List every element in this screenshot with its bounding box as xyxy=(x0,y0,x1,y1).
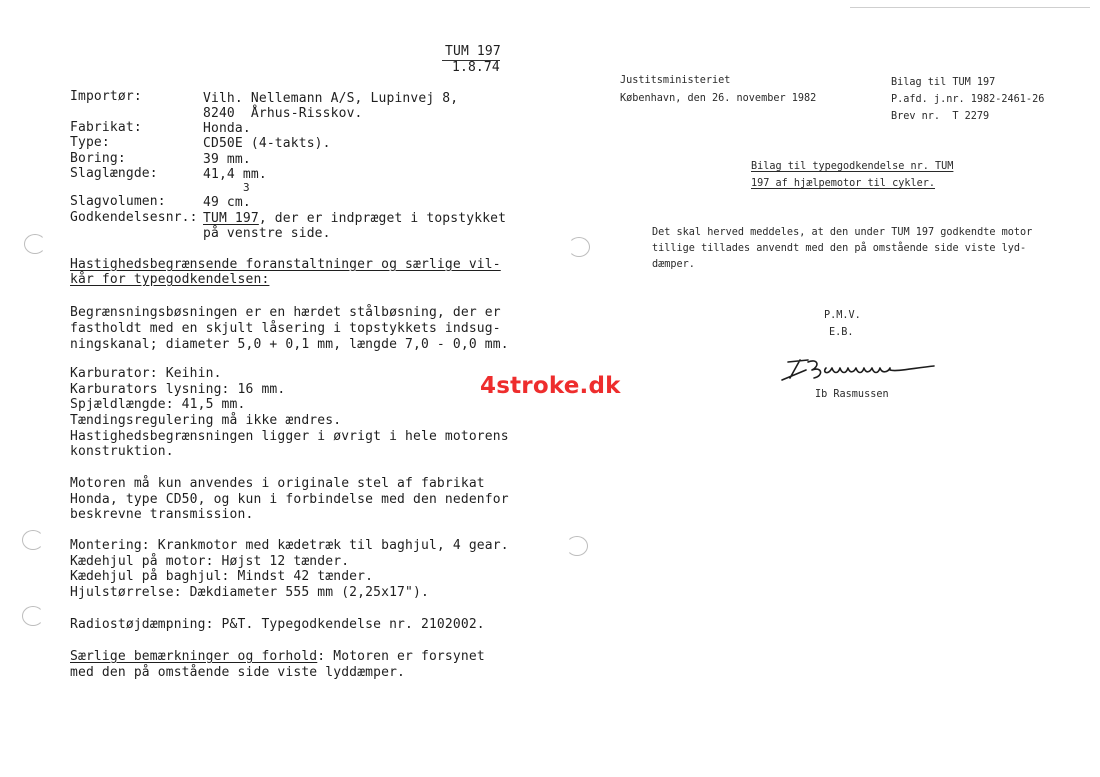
remarks-line-2: med den på omstående side viste lyddæmper. xyxy=(70,665,406,680)
stroke-value: 41,4 mm. xyxy=(203,167,267,182)
letter-number: Brev nr. T 2279 xyxy=(891,111,990,122)
remarks-heading: Særlige bemærkninger og forhold xyxy=(70,649,318,664)
annex-reference: Bilag til TUM 197 xyxy=(891,77,996,88)
watermark: 4stroke.dk xyxy=(480,373,621,399)
eb-text: E.B. xyxy=(829,327,854,338)
make-value: Honda. xyxy=(203,121,251,136)
place-date: København, den 26. november 1982 xyxy=(620,93,817,104)
body-line: tillige tillades anvendt med den på omstående side viste lyd- xyxy=(652,243,1027,254)
section-heading-line-1: Hastighedsbegrænsende foranstaltninger og særlige vil- xyxy=(70,257,501,272)
importer-label: Importør: xyxy=(70,89,142,104)
bore-label: Boring: xyxy=(70,151,126,166)
type-value: CD50E (4-takts). xyxy=(203,136,331,151)
motor-use-line: beskrevne transmission. xyxy=(70,507,254,522)
reference-date: 1.8.74 xyxy=(452,60,500,75)
annex-title-line-2: 197 af hjælpemotor til cykler. xyxy=(751,178,936,189)
mounting-line: Hjulstørrelse: Dækdiameter 555 mm (2,25x17"). xyxy=(70,585,429,600)
punch-hole xyxy=(22,606,44,626)
punch-hole xyxy=(24,234,46,254)
paragraph-line: fastholdt med en skjult låsering i topstykkets indsug- xyxy=(70,321,501,336)
paragraph-line: ningskanal; diameter 5,0 + 0,1 mm, længde 7,0 - 0,0 mm. xyxy=(70,337,509,352)
punch-hole xyxy=(22,530,44,550)
remarks-text: : Motoren er forsynet xyxy=(317,649,485,664)
handwritten-signature xyxy=(778,354,938,384)
importer-line-1: Vilh. Nellemann A/S, Lupinvej 8, xyxy=(203,91,459,106)
motor-use-line: Honda, type CD50, og kun i forbindelse med den nedenfor xyxy=(70,492,509,507)
volume-label: Slagvolumen: xyxy=(70,194,166,209)
volume-value: 49 cm. xyxy=(203,195,251,210)
carburetor-line: Karburators lysning: 16 mm. xyxy=(70,382,286,397)
radio-suppression-line: Radiostøjdæmpning: P&T. Typegodkendelse nr. 2102002. xyxy=(70,617,485,632)
top-edge-line xyxy=(850,7,1090,8)
carburetor-line: konstruktion. xyxy=(70,444,174,459)
signatory-name: Ib Rasmussen xyxy=(815,389,889,400)
approval-value-line-2: på venstre side. xyxy=(203,226,331,241)
body-line: dæmper. xyxy=(652,259,695,270)
carburetor-line: Tændingsregulering må ikke ændres. xyxy=(70,413,342,428)
make-label: Fabrikat: xyxy=(70,120,142,135)
reference-number: TUM 197 xyxy=(445,44,501,59)
importer-line-2: 8240 Århus-Risskov. xyxy=(203,106,363,121)
bore-value: 39 mm. xyxy=(203,152,251,167)
mounting-line: Kædehjul på motor: Højst 12 tænder. xyxy=(70,554,350,569)
stroke-label: Slaglængde: xyxy=(70,166,158,181)
pmv-text: P.M.V. xyxy=(824,310,861,321)
volume-superscript: 3 xyxy=(243,181,250,194)
carburetor-line: Spjældlængde: 41,5 mm. xyxy=(70,397,246,412)
section-heading-line-2: kår for typegodkendelsen: xyxy=(70,272,270,287)
approval-ref: TUM 197 xyxy=(203,211,259,226)
office-reference: P.afd. j.nr. 1982-2461-26 xyxy=(891,94,1045,105)
approval-value xyxy=(203,211,506,227)
approval-text: , der er indpræget i topstykket xyxy=(258,211,507,226)
approval-label: Godkendelsesnr.: xyxy=(70,210,198,225)
paragraph-line: Begrænsningsbøsningen er en hærdet stålbøsning, der er xyxy=(70,305,501,320)
carburetor-line: Hastighedsbegrænsningen ligger i øvrigt i hele motorens xyxy=(70,429,509,444)
punch-hole xyxy=(566,536,588,556)
body-line: Det skal herved meddeles, at den under TUM 197 godkendte motor xyxy=(652,227,1033,238)
carburetor-line: Karburator: Keihin. xyxy=(70,366,222,381)
ministry-name: Justitsministeriet xyxy=(620,75,731,86)
mounting-line: Montering: Krankmotor med kædetræk til baghjul, 4 gear. xyxy=(70,538,509,553)
annex-title-line-1: Bilag til typegodkendelse nr. TUM xyxy=(751,161,954,172)
remarks-line-1 xyxy=(70,649,485,665)
motor-use-line: Motoren må kun anvendes i originale stel af fabrikat xyxy=(70,476,485,491)
type-label: Type: xyxy=(70,135,110,150)
mounting-line: Kædehjul på baghjul: Mindst 42 tænder. xyxy=(70,569,374,584)
punch-hole xyxy=(568,237,590,257)
